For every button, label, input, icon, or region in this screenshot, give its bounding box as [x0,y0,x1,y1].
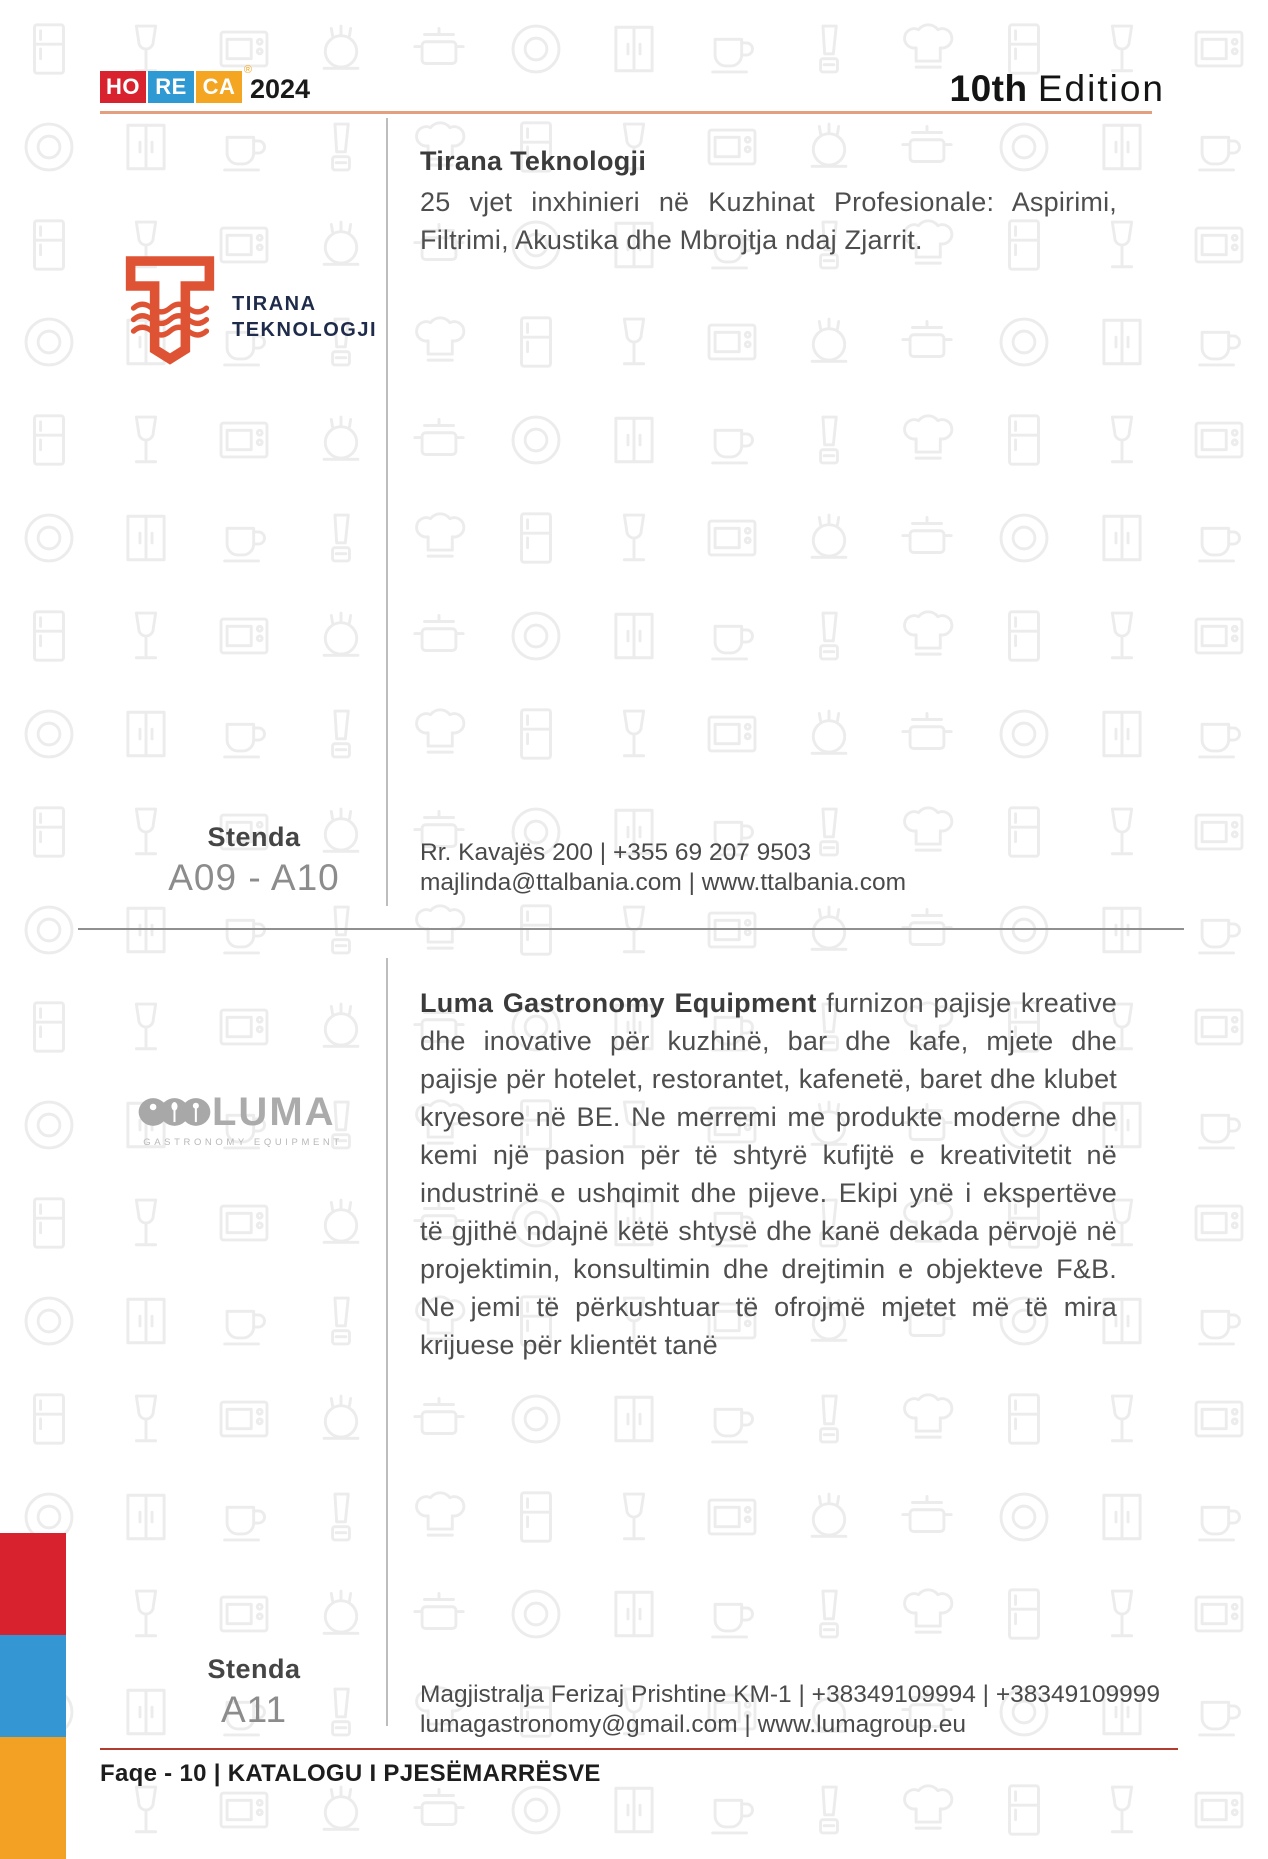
horeca-logo-re: RE [148,71,194,103]
tirana-brand-text [232,291,377,343]
footer-rule [100,1748,1178,1750]
exhibitor-2-email-web: lumagastronomy@gmail.com | www.lumagroup.eu [420,1711,966,1738]
exhibitor-1-address-phone: Rr. Kavajës 200 | +355 69 207 9503 [420,839,812,866]
edition-title [950,68,1166,110]
horeca-logo-year: 2024 [250,74,311,104]
stand-label: Stenda [207,822,301,852]
exhibitor-2-stand [104,1654,404,1731]
horeca-logo-ca: CA [196,71,242,103]
stand-label: Stenda [207,1654,301,1684]
stand-number: A09 - A10 [168,857,340,898]
footer-square-orange [0,1737,66,1859]
exhibitor-2-text: furnizon pajisje kreative dhe inovative për kuzhinë, bar dhe kafe, mjete dhe pajisje për hotelet, restorantet, kafenetë, baret dhe klubet kryesore në BE. Ne merremi me produkte moderne dhe kemi një pasion për të shtyrë kufijtë e kreativitetit në industrinë e ushqimit dhe pijeve. Ekipi ynë i ekspertëve të gjithë ndajnë këtë shtysë dhe kanë dekada përvojë në projektimin, konsultimin dhe drejtimin e objekteve F&B. Ne jemi të përkushtuar të ofrojmë mjetet më të mira krijuese për klientët tanë [420,988,1117,1360]
page-footer-text: Faqe - 10 | KATALOGU I PJESËMARRËSVE [100,1760,601,1787]
exhibitor-2-description [420,984,1117,1364]
exhibitor-2-contact [420,1680,1160,1740]
exhibitor-1-description [420,146,1117,259]
exhibitor-1-text: 25 vjet inxhinieri në Kuzhinat Profesionale: Aspirimi, Filtrimi, Akustika dhe Mbrojtja ndaj Zjarrit. [420,187,1117,255]
luma-wordmark: LUMA [212,1090,336,1134]
tirana-t-icon [122,254,218,366]
registered-trademark-icon: ® [243,64,252,76]
exhibitor-1-contact [420,838,906,898]
tirana-brand-line2: TEKNOLOGJI [232,319,378,341]
exhibitor-2-address-phone: Magjistralja Ferizaj Prishtine KM-1 | +38349109994 | +38349109999 [420,1681,1161,1708]
exhibitor-1-title: Tirana Teknologji [420,146,647,176]
section-divider-vertical-1 [386,118,388,906]
tirana-teknologji-logo [122,254,377,366]
section-divider-horizontal [78,928,1184,930]
section-divider-vertical-2 [386,958,388,1726]
exhibitor-1-stand [104,822,404,899]
exhibitor-1-email-web: majlinda@ttalbania.com | www.ttalbania.com [420,869,907,896]
horeca-logo-ho: HO [100,71,146,103]
luma-tagline: GASTRONOMY EQUIPMENT [143,1137,343,1148]
tirana-brand-line1: TIRANA [232,293,317,315]
exhibitor-2-title: Luma Gastronomy Equipment [420,988,817,1018]
footer-square-blue [0,1635,66,1737]
luma-circles-icon [138,1090,216,1134]
horeca-logo-blocks [100,64,252,103]
horeca-logo [100,64,311,104]
edition-number: 10th [949,68,1028,109]
footer-square-red [0,1533,66,1635]
edition-word: Edition [1037,68,1165,109]
header-rule [100,111,1152,114]
luma-logo [138,1090,348,1148]
stand-number: A11 [220,1689,288,1730]
